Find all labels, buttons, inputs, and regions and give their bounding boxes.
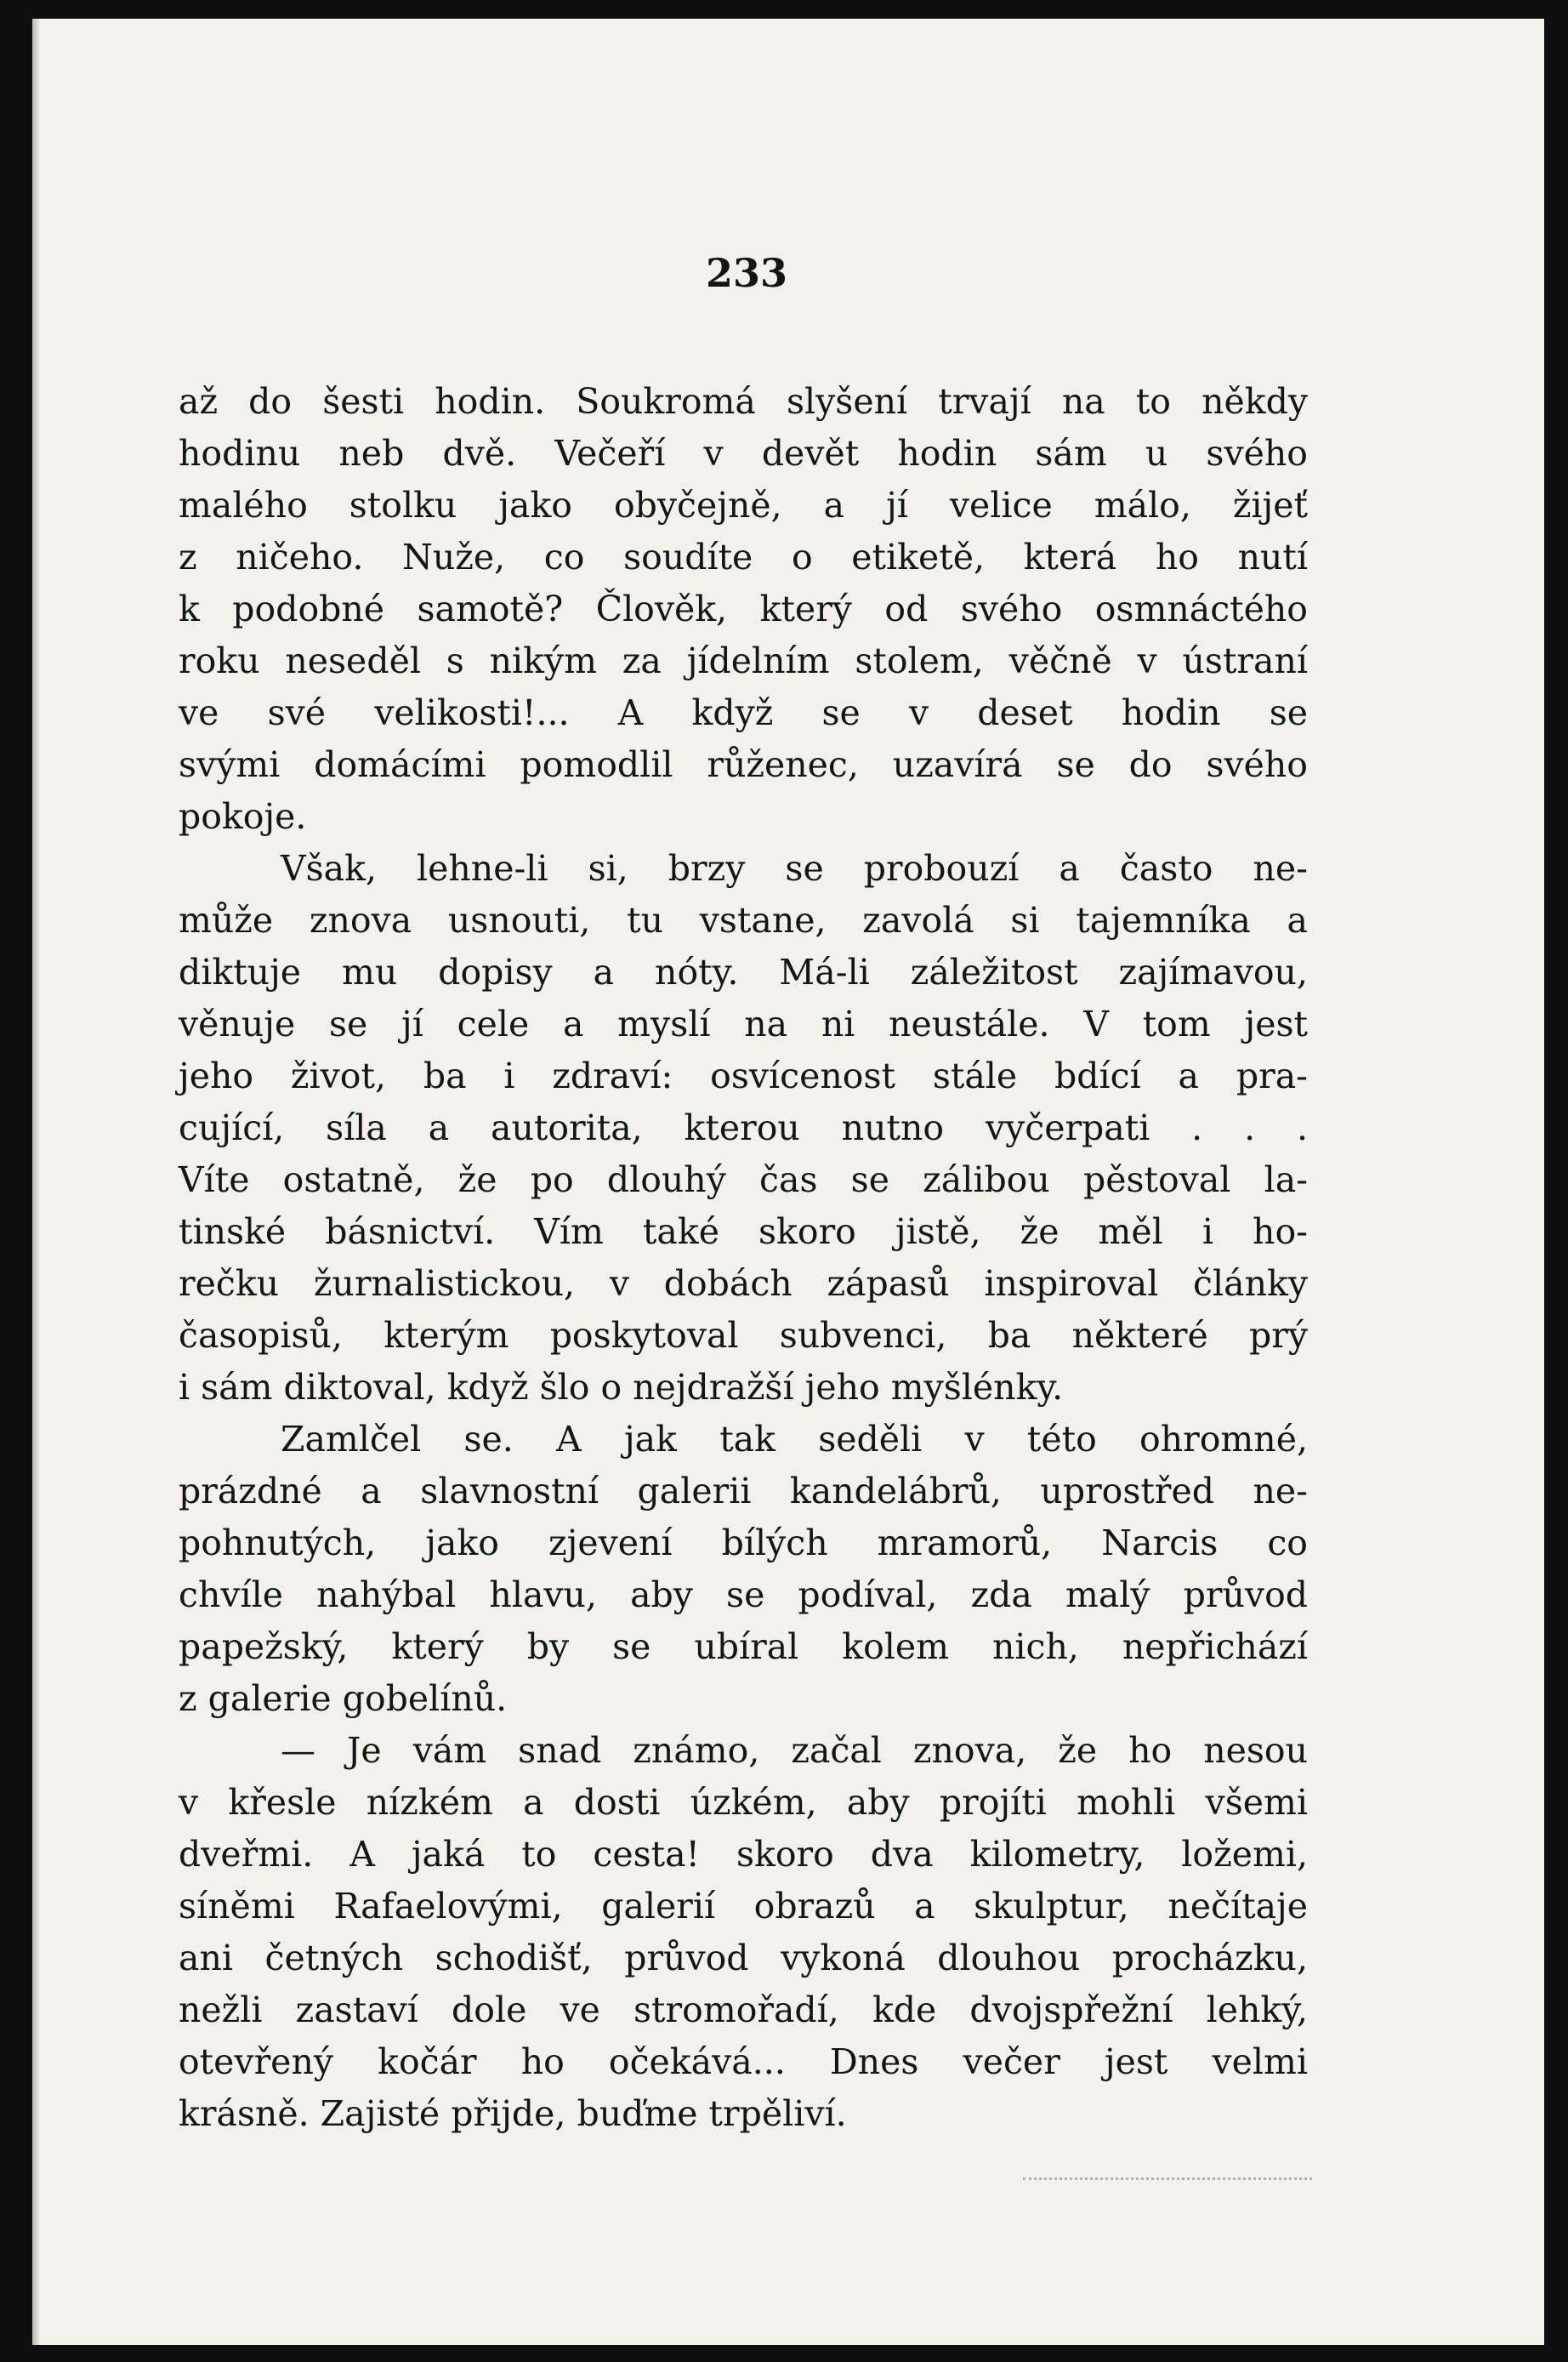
text-line: z ničeho. Nuže, co soudíte o etiketě, která ho nutí xyxy=(179,537,1308,578)
paragraph xyxy=(179,1414,1308,1725)
text-line: Zamlčel se. A jak tak seděli v této ohromné, xyxy=(281,1419,1308,1460)
text-line: nežli zastaví dole ve stromořadí, kde dvojspřežní lehký, xyxy=(179,1989,1308,2030)
text-line: pohnutých, jako zjevení bílých mramorů, Narcis co xyxy=(179,1522,1308,1563)
text-line: dveřmi. A jaká to cesta! skoro dva kilometry, ložemi, xyxy=(179,1834,1308,1875)
text-line: až do šesti hodin. Soukromá slyšení trvají na to někdy xyxy=(179,381,1308,422)
text-line: — Je vám snad známo, začal znova, že ho nesou xyxy=(281,1730,1308,1771)
text-line: síněmi Rafaelovými, galerií obrazů a skulptur, nečítaje xyxy=(179,1886,1308,1927)
text-line: v křesle nízkém a dosti úzkém, aby projíti mohli všemi xyxy=(179,1782,1308,1823)
text-line: chvíle nahýbal hlavu, aby se podíval, zda malý průvod xyxy=(179,1574,1308,1615)
text-line: k podobné samotě? Člověk, který od svého osmnáctého xyxy=(179,589,1308,629)
text-line: diktuje mu dopisy a nóty. Má-li záležitost zajímavou, xyxy=(179,952,1308,993)
text-line: ani četných schodišť, průvod vykoná dlouhou procházku, xyxy=(179,1938,1308,1978)
text-line: časopisů, kterým poskytoval subvenci, ba některé prý xyxy=(179,1315,1308,1356)
book-page xyxy=(32,19,1544,2345)
text-line: prázdné a slavnostní galerii kandelábrů, uprostřed ne- xyxy=(179,1471,1308,1511)
text-line: z galerie gobelínů. xyxy=(179,1678,508,1719)
paragraph xyxy=(179,843,1308,1414)
text-line: i sám diktoval, když šlo o nejdražší jeho myšlénky. xyxy=(179,1367,1064,1408)
print-smudge xyxy=(1023,2177,1312,2187)
paragraph xyxy=(179,1725,1308,2140)
text-line: Však, lehne-li si, brzy se probouzí a často ne- xyxy=(281,848,1308,889)
text-line: ve své velikosti!... A když se v deset hodin se xyxy=(179,692,1308,733)
text-line: svými domácími pomodlil růženec, uzavírá se do svého xyxy=(179,744,1308,785)
text-line: malého stolku jako obyčejně, a jí velice málo, žijeť xyxy=(179,485,1308,526)
text-line: krásně. Zajisté přijde, buďme trpěliví. xyxy=(179,2093,847,2134)
text-line: rečku žurnalistickou, v dobách zápasů inspiroval články xyxy=(179,1263,1308,1304)
body-text xyxy=(179,376,1308,2140)
text-line: hodinu neb dvě. Večeří v devět hodin sám u svého xyxy=(179,433,1308,474)
text-line: může znova usnouti, tu vstane, zavolá si tajemníka a xyxy=(179,900,1308,941)
text-line: jeho život, ba i zdraví: osvícenost stále bdící a pra- xyxy=(179,1056,1308,1096)
text-line: tinské básnictví. Vím také skoro jistě, že měl i ho- xyxy=(179,1211,1308,1252)
text-line: roku neseděl s nikým za jídelním stolem, věčně v ústraní xyxy=(179,640,1308,681)
text-line: věnuje se jí cele a myslí na ni neustále. V tom jest xyxy=(179,1004,1308,1044)
page-edge-shadow xyxy=(32,19,41,2345)
paragraph xyxy=(179,376,1308,843)
text-line: cující, síla a autorita, kterou nutno vyčerpati . . . xyxy=(179,1107,1308,1148)
text-line: otevřený kočár ho očekává... Dnes večer jest velmi xyxy=(179,2041,1308,2082)
text-line: pokoje. xyxy=(179,796,307,837)
page-number: 233 xyxy=(705,250,788,296)
text-line: Víte ostatně, že po dlouhý čas se zálibou pěstoval la- xyxy=(179,1159,1308,1200)
text-line: papežský, který by se ubíral kolem nich, nepřichází xyxy=(179,1626,1308,1667)
